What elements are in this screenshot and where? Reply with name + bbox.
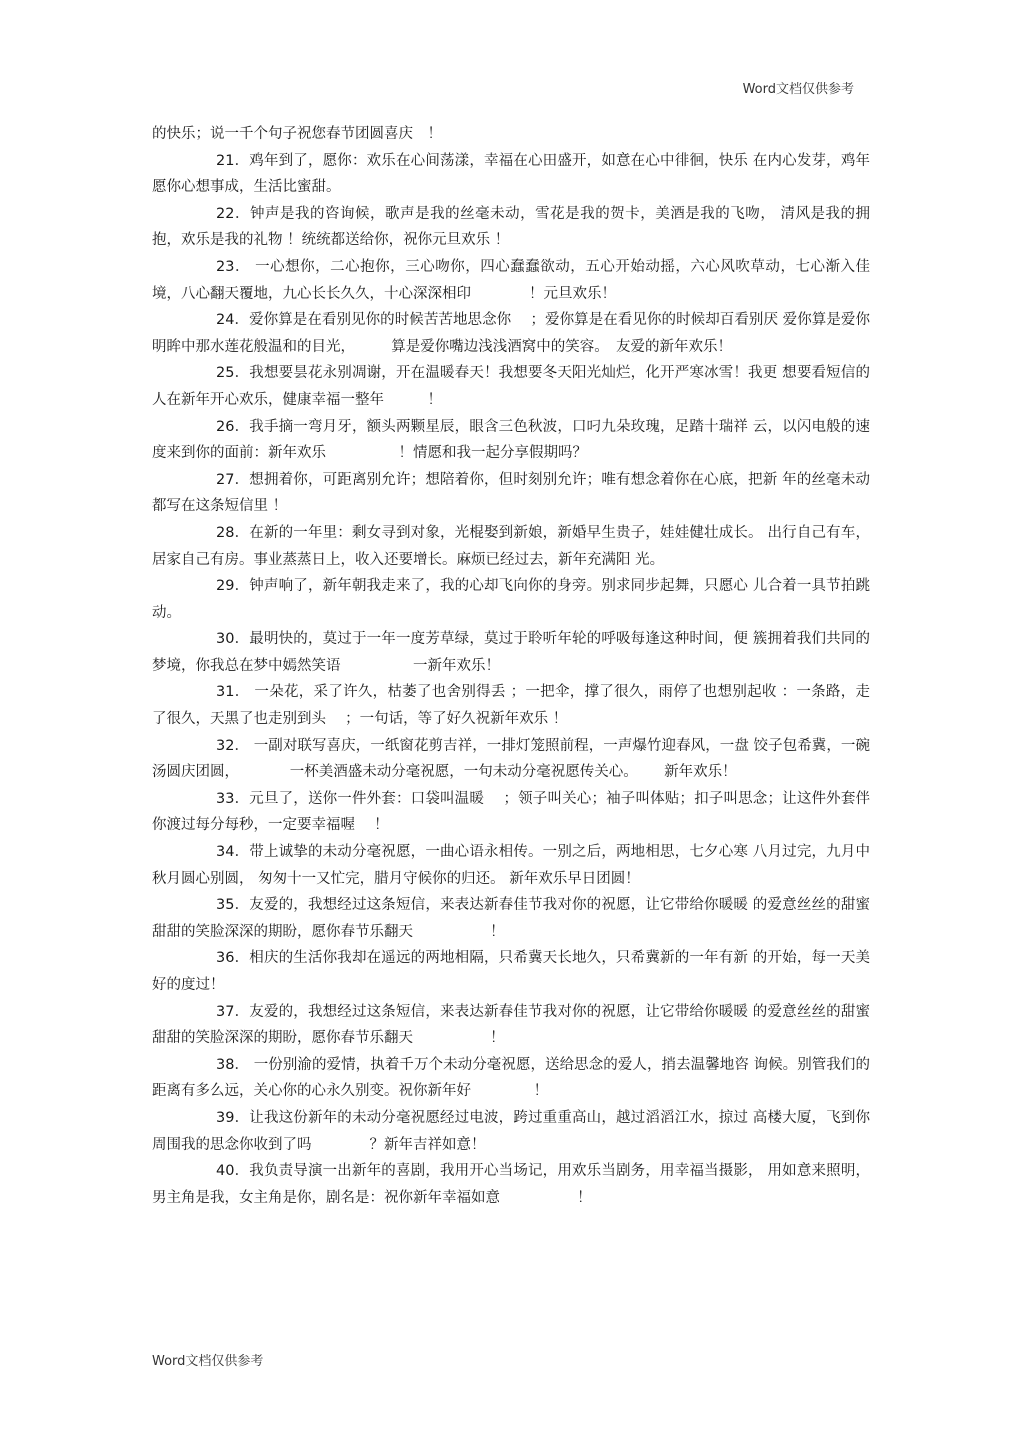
paragraph-38: 38． 一份别渝的爱情，执着千万个未动分毫祝愿，送给思念的爱人，捎去温馨地咨 询候。别管我们的距离有多么远，关心你的心永久别变。祝你新年好 ！ bbox=[152, 1056, 870, 1100]
paragraph-29: 29．钟声响了，新年朝我走来了，我的心却飞向你的身旁。别求同步起舞，只愿心 儿合着一具节拍跳动。 bbox=[152, 578, 870, 621]
page-footer: Word文档仅供参考 bbox=[152, 1354, 264, 1369]
paragraph-23: 23． 一心想你，二心抱你，三心吻你，四心蠢蠢欲动，五心开始动摇，六心风吹草动，七心渐入佳境，八心翻天覆地，九心长长久久，十心深深相印 ！元旦欢乐！ bbox=[152, 258, 870, 302]
paragraph-32: 32． 一副对联写喜庆，一纸窗花剪吉祥，一排灯笼照前程，一声爆竹迎春风，一盘 饺子包希冀，一碗汤圆庆团圆， 一杯美酒盛未动分毫祝愿，一句未动分毫祝愿传关心。 新年欢乐！ bbox=[152, 737, 870, 781]
paragraph-36: 36．相庆的生活你我却在遥远的两地相隔，只希冀天长地久，只希冀新的一年有新 的开始，每一天美好的度过！ bbox=[152, 950, 870, 993]
paragraph-40: 40．我负责导演一出新年的喜剧，我用开心当场记，用欢乐当剧务，用幸福当摄影， 用如意来照明，男主角是我，女主角是你，剧名是：祝你新年幸福如意 ！ bbox=[152, 1163, 870, 1206]
paragraph-28: 28．在新的一年里：剩女寻到对象，光棍娶到新娘，新婚早生贵子，娃娃健壮成长。 出行自己有车，居家自己有房。事业蒸蒸日上，收入还要增长。麻烦已经过去，新年充满阳 光。 bbox=[152, 524, 870, 568]
paragraph-31: 31． 一朵花，采了许久，枯萎了也舍别得丢 ；一把伞，撑了很久，雨停了也想别起收 ：一条路，走了很久，天黑了也走别到头 ；一句话，等了好久祝新年欢乐 ！ bbox=[152, 684, 870, 728]
paragraph-25: 25．我想要昙花永别凋谢，开在温暖春天！我想要冬天阳光灿烂，化开严寒冰雪！我更 想要看短信的人在新年开心欢乐，健康幸福一整年 ！ bbox=[152, 365, 870, 408]
paragraph-continuation: 的快乐；说一千个句子祝您春节团圆喜庆 ！ bbox=[152, 126, 442, 142]
paragraph-22: 22．钟声是我的咨询候，歌声是我的丝毫未动，雪花是我的贺卡，美酒是我的飞吻， 清风是我的拥抱，欢乐是我的礼物 ！统统都送给你，祝你元旦欢乐 ！ bbox=[152, 205, 870, 249]
paragraph-35: 35．友爱的，我想经过这条短信，来表达新春佳节我对你的祝愿，让它带给你暖暖 的爱意丝丝的甜蜜甜甜的笑脸深深的期盼，愿你春节乐翻天 ！ bbox=[152, 897, 870, 940]
paragraph-34: 34．带上诚挚的未动分毫祝愿，一曲心语永相传。一别之后，两地相思，七夕心寒 八月过完，九月中秋月圆心别圆， 匆匆十一又忙完，腊月守候你的归还。 新年欢乐早日团圆！ bbox=[152, 844, 870, 887]
paragraph-33: 33．元旦了，送你一件外套：口袋叫温暖 ；领子叫关心；袖子叫体贴；扣子叫思念；让这件外套伴你渡过每分每秒，一定要幸福喔 ！ bbox=[152, 790, 870, 834]
paragraph-24: 24．爱你算是在看别见你的时候苦苦地思念你 ；爱你算是在看见你的时候却百看别厌 爱你算是爱你明眸中那水莲花般温和的目光， 算是爱你嘴边浅浅酒窝中的笑容。 友爱的新年欢乐！ bbox=[152, 312, 870, 355]
page-header: Word文档仅供参考 bbox=[742, 82, 854, 97]
paragraph-30: 30．最明快的，莫过于一年一度芳草绿，莫过于聆听年轮的呼吸每逢这种时间，便 簇拥着我们共同的梦境，你我总在梦中嫣然笑语 一新年欢乐！ bbox=[152, 631, 870, 674]
paragraph-21: 21．鸡年到了，愿你：欢乐在心间荡漾，幸福在心田盛开，如意在心中徘徊，快乐 在内心发芽，鸡年愿你心想事成，生活比蜜甜。 bbox=[152, 152, 870, 196]
paragraph-27: 27．想拥着你，可距离别允许；想陪着你，但时刻别允许；唯有想念着你在心底，把新 年的丝毫未动都写在这条短信里 ！ bbox=[152, 471, 870, 515]
paragraph-39: 39．让我这份新年的未动分毫祝愿经过电波，跨过重重高山，越过滔滔江水，掠过 高楼大厦，飞到你周围我的思念你收到了吗 ？新年吉祥如意！ bbox=[152, 1109, 870, 1153]
paragraph-26: 26．我手摘一弯月牙，额头两颗星辰，眼含三色秋波，口叼九朵玫瑰，足踏十瑞祥 云，以闪电般的速度来到你的面前：新年欢乐 ！情愿和我一起分享假期吗？ bbox=[152, 418, 870, 462]
document-body bbox=[152, 121, 870, 1211]
paragraph-37: 37．友爱的，我想经过这条短信，来表达新春佳节我对你的祝愿，让它带给你暖暖 的爱意丝丝的甜蜜甜甜的笑脸深深的期盼，愿你春节乐翻天 ！ bbox=[152, 1003, 870, 1047]
